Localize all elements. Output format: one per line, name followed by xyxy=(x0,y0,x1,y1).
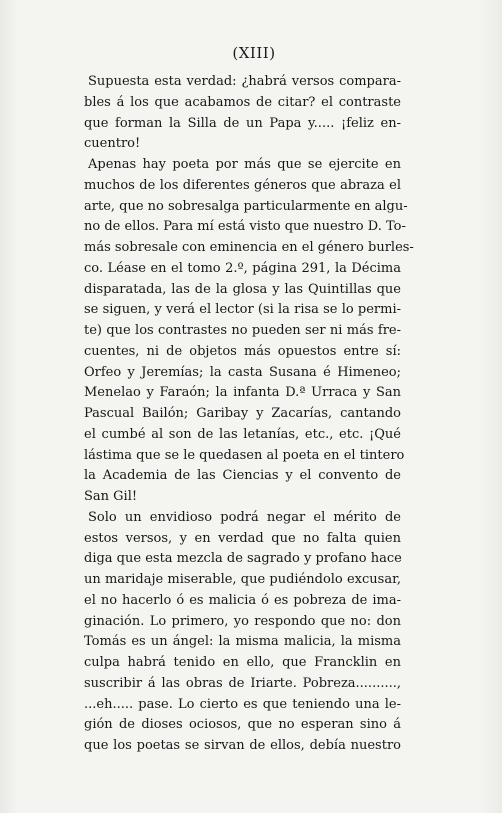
text-line: Solo un envidioso podrá negar el mérito de xyxy=(88,509,401,525)
text-line: San Gil! xyxy=(84,489,138,504)
text-line: disparatada, las de la glosa y las Quintillas que xyxy=(84,281,401,297)
text-line: bles á los que acabamos de citar? el contraste xyxy=(84,94,401,110)
text-line: lástima que se le quedasen al poeta en el tintero xyxy=(84,447,405,463)
page-number: (XIII) xyxy=(232,44,276,62)
text-line: se siguen, y verá el lector (si la risa se lo permi- xyxy=(84,302,401,318)
text-line: cuentes, ni de objetos más opuestos entre sí: xyxy=(84,343,401,359)
text-line: un maridaje miserable, que pudiéndolo excusar, xyxy=(84,572,401,587)
text-line: ginación. Lo primero, yo respondo que no: don xyxy=(84,613,401,629)
body-text xyxy=(84,72,414,757)
text-line: co. Léase en el tomo 2.º, página 291, la Décima xyxy=(84,260,401,276)
text-line: que forman la Silla de un Papa y..... ¡feliz en- xyxy=(84,115,401,131)
text-line: arte, que no sobresalga particularmente en algu- xyxy=(84,198,408,214)
text-line: más sobresale con eminencia en el género burles- xyxy=(84,240,414,255)
text-line: Tomás es un ángel: la misma malicia, la misma xyxy=(84,634,401,650)
text-line: suscribir á las obras de Iriarte. Pobreza.........., xyxy=(84,675,401,691)
text-line: estos versos, y en verdad que no falta quien xyxy=(84,530,401,546)
text-line: cuentro! xyxy=(84,136,141,152)
text-line: diga que esta mezcla de sagrado y profano hace xyxy=(84,551,402,567)
text-line: el no hacerlo ó es malicia ó es pobreza de ima- xyxy=(84,592,401,608)
text-line: Orfeo y Jeremías; la casta Susana é Himeneo; xyxy=(84,364,401,380)
text-line: ...eh..... pase. Lo cierto es que teniendo una le- xyxy=(84,696,401,712)
text-line: que los poetas se sirvan de ellos, debía nuestro xyxy=(84,738,401,753)
text-line: culpa habrá tenido en ello, que Francklin en xyxy=(84,655,401,670)
text-line: gión de dioses ociosos, que no esperan sino á xyxy=(84,717,401,733)
text-line: la Academia de las Ciencias y el convento de xyxy=(84,468,401,484)
text-line: el cumbé al son de las letanías, etc., etc. ¡Qué xyxy=(84,426,401,442)
text-line: no de ellos. Para mí está visto que nuestro D. To- xyxy=(84,219,406,235)
text-line: Menelao y Faraón; la infanta D.ª Urraca y San xyxy=(84,385,401,401)
text-line: te) que los contrastes no pueden ser ni más fre- xyxy=(84,323,401,338)
text-line: Supuesta esta verdad: ¿habrá versos compara- xyxy=(88,74,401,89)
text-line: muchos de los diferentes géneros que abraza el xyxy=(84,177,401,193)
text-line: Apenas hay poeta por más que se ejercite en xyxy=(88,157,401,172)
text-line: Pascual Bailón; Garibay y Zacarías, cantando xyxy=(84,406,401,421)
